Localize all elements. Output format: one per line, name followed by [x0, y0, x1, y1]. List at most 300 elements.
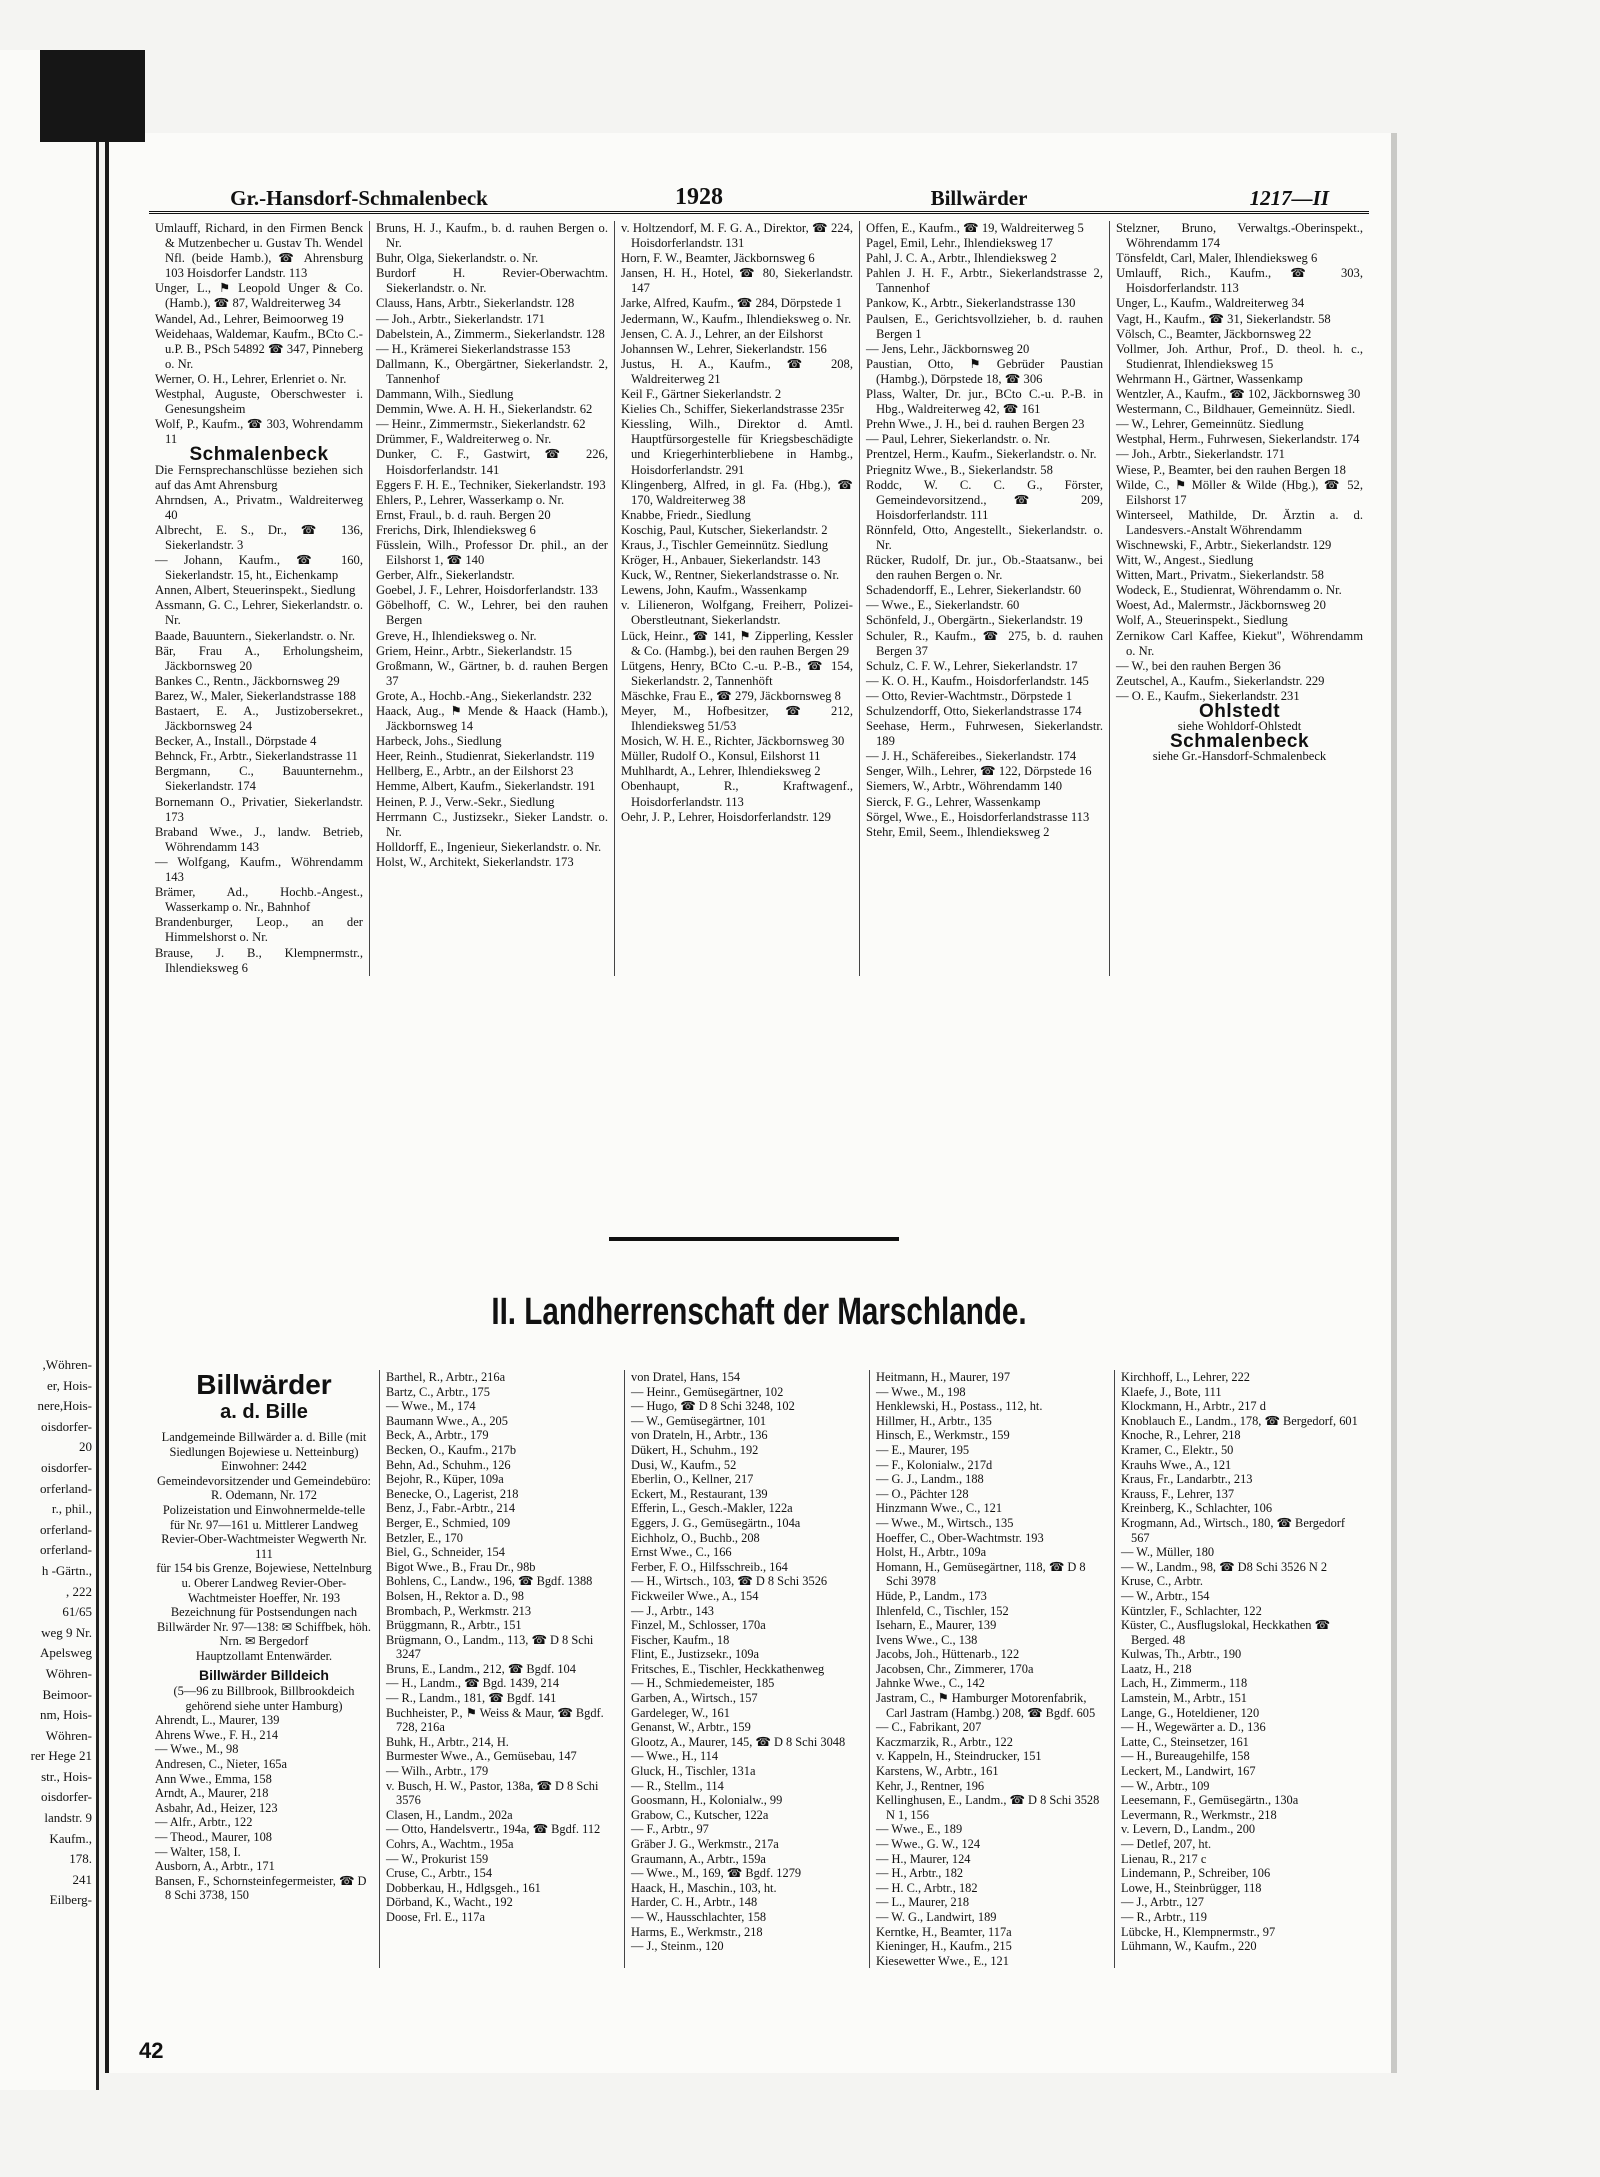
directory-entry: Kirchhoff, L., Lehrer, 222 — [1121, 1370, 1250, 1384]
margin-fragment: er, Hois- — [47, 1377, 92, 1393]
directory-entry: Dunker, C. F., Gastwirt, ☎ 226, Hoisdorferlandstr. 141 — [376, 447, 608, 477]
directory-entry: Schadendorff, E., Lehrer, Siekerlandstr. 60 — [866, 583, 1082, 598]
directory-entry: Brombach, P., Werkmstr. 213 — [386, 1603, 532, 1618]
directory-entry: Ahrendt, L., Maurer, 139 — [155, 1713, 280, 1728]
directory-entry: v. Levern, D., Landm., 200 — [1121, 1822, 1256, 1837]
directory-entry: Wiese, P., Beamter, bei den rauhen Bergen 18 — [1116, 462, 1346, 477]
directory-entry: Wolf, P., Kaufm., ☎ 303, Wohrendamm 11 — [155, 417, 363, 447]
directory-entry: Müller, Rudolf O., Konsul, Eilshorst 11 — [621, 749, 821, 764]
directory-entry: — Wwe., E., 189 — [876, 1822, 963, 1837]
directory-entry: Brandenburger, Leop., an der Himmelshorst o. Nr. — [155, 915, 363, 945]
directory-entry: Küster, C., Ausflugslokal, Heckkathen ☎ Berged. 48 — [1121, 1618, 1331, 1647]
schmalenbeck-ref-title: Schmalenbeck — [1169, 731, 1310, 753]
directory-entry: v. Lilieneron, Wolfgang, Freiherr, Polizei-Oberstleutnant, Siekerlandstr. — [621, 598, 853, 628]
billdeich-note: (5—96 zu Billbrook, Billbrookdeich gehörend siehe unter Hamburg) — [173, 1684, 355, 1713]
directory-entry: Wolf, A., Steuerinspekt., Siedlung — [1116, 613, 1288, 628]
directory-entry: Kröger, H., Anbauer, Siekerlandstr. 143 — [621, 553, 821, 568]
directory-entry: Seehase, Herm., Fuhrwesen, Siekerlandstr. 189 — [866, 719, 1103, 749]
directory-entry: Wodeck, E., Studienrat, Wöhrendamm o. Nr. — [1116, 583, 1342, 598]
directory-entry: Cruse, C., Arbtr., 154 — [386, 1866, 493, 1881]
directory-entry: Winterseel, Mathilde, Dr. Ärztin a. d. Landesvers.-Anstalt Wöhrendamm — [1116, 507, 1363, 537]
directory-entry: Knoche, R., Lehrer, 218 — [1121, 1428, 1241, 1443]
directory-entry: Brause, J. B., Klempnermstr., Ihlendieksweg 6 — [155, 945, 363, 975]
directory-entry: Heer, Reinh., Studienrat, Siekerlandstr. 119 — [376, 749, 595, 764]
margin-fragment: rer Hege 21 — [30, 1748, 92, 1764]
directory-entry: Harbeck, Johs., Siedlung — [376, 734, 502, 749]
directory-entry: Barthel, R., Arbtr., 216a — [386, 1370, 506, 1384]
margin-fragment: , 222 — [66, 1583, 92, 1599]
margin-fragment: Kaufm., — [49, 1830, 92, 1846]
intro-line: Revier-Ober-Wachtmeister Wegwerth Nr. 111 — [161, 1532, 367, 1561]
directory-entry: Ihlenfeld, C., Tischler, 152 — [876, 1603, 1009, 1618]
directory-entry: Ausborn, A., Arbtr., 171 — [155, 1859, 275, 1874]
margin-fragment: oisdorfer- — [41, 1418, 92, 1434]
directory-entry: — Joh., Arbtr., Siekerlandstr. 171 — [1116, 447, 1285, 462]
header-year: 1928 — [675, 184, 723, 210]
directory-entry: — R., Landm., 181, ☎ Bgdf. 141 — [386, 1691, 557, 1706]
directory-entry: Meyer, M., Hofbesitzer, ☎ 212, Ihlendieksweg 51/53 — [621, 704, 853, 734]
directory-entry: — Wwe., M., 98 — [155, 1742, 239, 1757]
directory-entry: Brämer, Ad., Hochb.-Angest., Wasserkamp o. Nr., Bahnhof — [155, 885, 363, 915]
directory-entry: — E., Maurer, 195 — [876, 1442, 970, 1457]
directory-entry: Kramer, C., Elektr., 50 — [1121, 1442, 1234, 1457]
directory-entry: Siemers, W., Arbtr., Wöhrendamm 140 — [866, 779, 1063, 794]
directory-entry: — W., Hausschlachter, 158 — [631, 1909, 767, 1924]
intro-line: Hauptzollamt Entenwärder. — [195, 1648, 333, 1663]
directory-entry: Ann Wwe., Emma, 158 — [155, 1771, 272, 1786]
directory-entry: Lach, H., Zimmerm., 118 — [1121, 1676, 1248, 1691]
directory-entry: Westermann, C., Bildhauer, Gemeinnütz. Siedl. — [1116, 402, 1356, 417]
directory-entry: Priegnitz Wwe., B., Siekerlandstr. 58 — [866, 462, 1053, 477]
margin-fragment: Apelsweg — [40, 1645, 92, 1661]
margin-fragment: 241 — [72, 1871, 92, 1887]
directory-entry: Goosmann, H., Kolonialw., 99 — [631, 1793, 783, 1808]
directory-entry: Eggers, J. G., Gemüsegärtn., 104a — [631, 1515, 801, 1530]
margin-fragment: Wöhren- — [45, 1665, 92, 1681]
directory-entry: Holldorff, E., Ingenieur, Siekerlandstr. o. Nr. — [376, 839, 602, 854]
intro-line: R. Odemann, Nr. 172 — [211, 1488, 317, 1503]
directory-entry: Füsslein, Wilh., Professor Dr. phil., an der Eilshorst 1, ☎ 140 — [376, 537, 608, 568]
directory-entry: Harder, C. H., Arbtr., 148 — [631, 1895, 758, 1910]
schmalenbeck-ref-note: siehe Gr.-Hansdorf-Schmalenbeck — [1152, 749, 1327, 764]
directory-entry: Kellinghusen, E., Landm., ☎ D 8 Schi 3528 N 1, 156 — [876, 1793, 1100, 1822]
directory-entry: — F., Arbtr., 97 — [631, 1822, 709, 1837]
intro-line: Bezeichnung für Postsendungen nach Billwärder Nr. 97—138: ✉ Schiffbek, höh. Nrn. ✉ Bergedorf — [157, 1605, 371, 1649]
directory-entry: Levermann, R., Werkmstr., 218 — [1121, 1807, 1277, 1822]
section-divider — [609, 1237, 899, 1241]
directory-entry: — W., Lehrer, Gemeinnütz. Siedlung — [1116, 417, 1304, 432]
directory-entry: Unger, L., Kaufm., Waldreiterweg 34 — [1116, 296, 1305, 311]
top-col-3 — [614, 221, 859, 976]
directory-entry: Leckert, M., Landwirt, 167 — [1121, 1764, 1256, 1779]
page-footer-number: 42 — [139, 2038, 164, 2063]
directory-entry: Küntzler, F., Schlachter, 122 — [1121, 1603, 1262, 1618]
directory-entry: Koschig, Paul, Kutscher, Siekerlandstr. 2 — [621, 522, 828, 537]
directory-entry: Eichholz, O., Buchb., 208 — [631, 1530, 760, 1545]
directory-entry: Herrmann C., Justizsekr., Sieker Landstr. o. Nr. — [376, 809, 608, 839]
directory-entry: Albrecht, E. S., Dr., ☎ 136, Siekerlandstr. 3 — [155, 522, 363, 552]
directory-entry: Eberlin, O., Kellner, 217 — [631, 1472, 754, 1487]
directory-entry: Paulsen, E., Gerichtsvollzieher, b. d. rauhen Bergen 1 — [866, 311, 1103, 341]
directory-entry: Glootz, A., Maurer, 145, ☎ D 8 Schi 3048 — [631, 1734, 846, 1749]
directory-entry: Dammann, Wilh., Siedlung — [376, 387, 514, 402]
directory-entry: Westphal, Herm., Fuhrwesen, Siekerlandstr. 174 — [1116, 432, 1360, 447]
directory-entry: — R., Arbtr., 119 — [1121, 1909, 1207, 1924]
directory-entry: Krauss, F., Lehrer, 137 — [1121, 1486, 1235, 1501]
directory-entry: Kruse, C., Arbtr. — [1121, 1574, 1203, 1589]
billwaerder-entries — [155, 1713, 373, 1903]
directory-entry: — Heinr., Zimmermstr., Siekerlandstr. 62 — [376, 417, 586, 432]
directory-entry: — Wilh., Arbtr., 179 — [386, 1764, 489, 1779]
directory-entry: Pahlen J. H. F., Arbtr., Siekerlandstrasse 2, Tannenhof — [866, 266, 1103, 296]
directory-entry: Lamstein, M., Arbtr., 151 — [1121, 1691, 1247, 1706]
directory-entry: Roddc, W. C. C. G., Förster, Gemeindevorsitzend., ☎ 209, Hoisdorferlandstr. 111 — [866, 477, 1103, 522]
directory-entry: — J., Steinm., 120 — [631, 1939, 724, 1954]
directory-entry: Brügmann, O., Landm., 113, ☎ D 8 Schi 3247 — [386, 1632, 594, 1662]
directory-entry: Eckert, M., Restaurant, 139 — [631, 1486, 768, 1501]
directory-entry: Jensen, C. A. J., Lehrer, an der Eilshorst — [621, 326, 824, 341]
directory-entry: Harms, E., Werkmstr., 218 — [631, 1924, 763, 1939]
directory-entry: Völsch, C., Beamter, Jäckbornsweg 22 — [1116, 326, 1312, 341]
directory-entry: — W., Müller, 180 — [1121, 1545, 1215, 1560]
top-col-2 — [369, 221, 614, 976]
directory-entry: Keil F., Gärtner Siekerlandstr. 2 — [621, 387, 782, 402]
directory-entry: Berger, E., Schmied, 109 — [386, 1515, 511, 1530]
directory-entry: Jahnke Wwe., C., 142 — [876, 1676, 985, 1691]
bottom-col-4 — [869, 1370, 1114, 1968]
directory-entry: Dobberkau, H., Hdlgsgeh., 161 — [386, 1880, 541, 1895]
billwaerder-title: Billwärder — [196, 1369, 332, 1400]
directory-entry: Bornemann O., Privatier, Siekerlandstr. 173 — [155, 794, 363, 824]
directory-entry: Baumann Wwe., A., 205 — [386, 1413, 508, 1428]
intro-line: Polizeistation und Einwohnermelde-telle für Nr. 97—161 u. Mittlerer Landweg — [162, 1502, 366, 1532]
page-header — [149, 181, 1369, 214]
directory-entry: Bejohr, R., Küper, 109a — [386, 1472, 504, 1487]
ohlstedt-title: Ohlstedt — [1198, 701, 1281, 722]
directory-entry: Tönsfeldt, Carl, Maler, Ihlendieksweg 6 — [1116, 251, 1318, 266]
directory-entry: Drümmer, F., Waldreiterweg o. Nr. — [376, 432, 552, 447]
directory-entry: Becker, A., Install., Dörpstade 4 — [155, 734, 317, 749]
directory-entry: von Dratel, Hans, 154 — [631, 1370, 741, 1384]
directory-entry: Heitmann, H., Maurer, 197 — [876, 1370, 1011, 1384]
directory-entry: — H., Wegewärter a. D., 136 — [1121, 1720, 1266, 1735]
directory-entry: Kreinberg, K., Schlachter, 106 — [1121, 1501, 1273, 1516]
directory-entry: Demmin, Wwe. A. H. H., Siekerlandstr. 62 — [376, 402, 593, 417]
directory-entry: Lindemann, P., Schreiber, 106 — [1121, 1866, 1271, 1881]
directory-entry: Kulwas, Th., Arbtr., 190 — [1121, 1647, 1242, 1662]
directory-entry: Bruns, E., Landm., 212, ☎ Bgdf. 104 — [386, 1661, 576, 1676]
schmalenbeck-entries — [155, 493, 363, 976]
directory-entry: Witten, Mart., Privatm., Siekerlandstr. 58 — [1116, 568, 1324, 583]
margin-fragment: nere,Hois- — [37, 1398, 92, 1414]
directory-entry: Mosich, W. H. E., Richter, Jäckbornsweg 30 — [621, 734, 845, 749]
directory-entry: Zernikow Carl Kaffee, Kiekut", Wöhrendamm o. Nr. — [1116, 628, 1363, 658]
schmalenbeck-title: Schmalenbeck — [189, 444, 329, 466]
directory-entry: Efferin, L., Gesch.-Makler, 122a — [631, 1501, 793, 1516]
directory-entry: — Alfr., Arbtr., 122 — [155, 1815, 253, 1830]
directory-entry: — F., Kolonialw., 217d — [876, 1457, 993, 1472]
directory-entry: — H., Landm., ☎ Bgd. 1439, 214 — [386, 1676, 560, 1691]
directory-entry: Hinsch, E., Werkmstr., 159 — [876, 1428, 1010, 1443]
directory-entry: Grote, A., Hochb.-Ang., Siekerlandstr. 232 — [376, 688, 592, 703]
directory-entry: Betzler, E., 170 — [386, 1530, 463, 1545]
directory-entry: Dabelstein, A., Zimmerm., Siekerlandstr. 128 — [376, 326, 605, 341]
margin-fragment: orferland- — [40, 1542, 92, 1558]
bottom-col-2 — [379, 1370, 624, 1968]
directory-entry: Benz, J., Fabr.-Arbtr., 214 — [386, 1501, 516, 1516]
directory-entry: — K. O. H., Kaufm., Hoisdorferlandstr. 145 — [866, 673, 1089, 688]
directory-entry: Gluck, H., Tischler, 131a — [631, 1764, 756, 1779]
directory-entry: Jastram, C., ⚑ Hamburger Motorenfabrik, Carl Jastram (Hambg.) 208, ☎ Bgdf. 605 — [876, 1691, 1096, 1720]
directory-entry: v. Kappeln, H., Steindrucker, 151 — [876, 1749, 1042, 1764]
directory-entry: Lütgens, Henry, BCto C.-u. P.-B., ☎ 154, Siekerlandstr. 2, Tannenhöft — [621, 658, 853, 688]
directory-entry: Gräber J. G., Werkmstr., 217a — [631, 1837, 779, 1851]
directory-entry: Baade, Bauuntern., Siekerlandstr. o. Nr. — [155, 628, 356, 643]
directory-entry: Hinzmann Wwe., C., 121 — [876, 1501, 1003, 1516]
directory-entry: Bolsen, H., Rektor a. D., 98 — [386, 1588, 525, 1603]
directory-entry: — Theod., Maurer, 108 — [155, 1830, 272, 1845]
top-col-1 — [149, 221, 369, 976]
directory-entry: Ahrndsen, A., Privatm., Waldreiterweg 40 — [155, 492, 363, 522]
directory-entry: Fickweiler Wwe., A., 154 — [631, 1588, 759, 1603]
directory-entry: — Wwe., M., Wirtsch., 135 — [876, 1515, 1014, 1530]
directory-entry: Dükert, H., Schuhm., 192 — [631, 1442, 759, 1457]
section-title: II. Landherrenschaft der Marschlande. — [491, 1291, 1027, 1333]
adjacent-page-fragments — [0, 1355, 96, 1911]
directory-entry: Fritsches, E., Tischler, Heckkathenweg — [631, 1661, 825, 1676]
directory-entry: Oehr, J. P., Lehrer, Hoisdorferlandstr. 129 — [621, 809, 831, 824]
directory-entry: Klockmann, H., Arbtr., 217 d — [1121, 1399, 1266, 1414]
directory-entry: Paustian, Otto, ⚑ Gebrüder Paustian (Hambg.), Dörpstede 18, ☎ 306 — [866, 356, 1103, 386]
directory-entry: v. Busch, H. W., Pastor, 138a, ☎ D 8 Schi 3576 — [386, 1778, 599, 1808]
directory-entry: Vagt, H., Kaufm., ☎ 31, Siekerlandstr. 58 — [1116, 311, 1331, 326]
directory-entry: Prehn Wwe., J. H., bei d. rauhen Bergen 23 — [866, 417, 1085, 432]
directory-entry: Flint, E., Justizsekr., 109a — [631, 1647, 760, 1662]
directory-entry: — Johann, Kaufm., ☎ 160, Siekerlandstr. 15, ht., Eichenkamp — [155, 553, 363, 583]
directory-entry: Lange, G., Hoteldiener, 120 — [1121, 1705, 1260, 1720]
directory-entry: — Wwe., M., 169, ☎ Bgdf. 1279 — [631, 1866, 802, 1881]
directory-entry: Jacobs, Joh., Hüttenarb., 122 — [876, 1647, 1020, 1662]
directory-entry: Ehlers, P., Lehrer, Wasserkamp o. Nr. — [376, 492, 565, 507]
directory-entry: — J. H., Schäfereibes., Siekerlandstr. 174 — [866, 749, 1077, 764]
directory-entry: Wandel, Ad., Lehrer, Beimoorweg 19 — [155, 311, 344, 326]
directory-entry: Jedermann, W., Kaufm., Ihlendieksweg o. Nr. — [621, 311, 852, 326]
directory-entry: Ivens Wwe., C., 138 — [876, 1632, 978, 1647]
schmalenbeck-note: Die Fernsprechanschlüsse beziehen sich auf das Amt Ahrensburg — [155, 462, 363, 492]
directory-entry: v. Holtzendorf, M. F. G. A., Direktor, ☎ 224, Hoisdorferlandstr. 131 — [621, 221, 853, 251]
directory-entry: Stelzner, Bruno, Verwaltgs.-Oberinspekt., Wöhrendamm 174 — [1116, 221, 1363, 251]
directory-entry: Senger, Wilh., Lehrer, ☎ 122, Dörpstede 16 — [866, 764, 1092, 779]
directory-entry: Jansen, H. H., Hotel, ☎ 80, Siekerlandstr. 147 — [621, 266, 853, 296]
directory-entry: Wilde, C., ⚑ Möller & Wilde (Hbg.), ☎ 52, Eilshorst 17 — [1116, 477, 1363, 507]
directory-entry: Kraus, Fr., Landarbtr., 213 — [1121, 1472, 1253, 1487]
directory-entry: Greve, H., Ihlendieksweg o. Nr. — [376, 628, 537, 643]
directory-entry: Bohlens, C., Landw., 196, ☎ Bgdf. 1388 — [386, 1574, 593, 1589]
directory-entry: Holst, H., Arbtr., 109a — [876, 1545, 987, 1560]
directory-entry: Knabbe, Friedr., Siedlung — [621, 507, 751, 522]
directory-entry: Dusi, W., Kaufm., 52 — [631, 1457, 737, 1472]
directory-entry: — Wolfgang, Kaufm., Wöhrendamm 143 — [155, 854, 363, 885]
margin-fragment: h -Gärtn., — [41, 1562, 92, 1578]
directory-entry: — Wwe., G. W., 124 — [876, 1837, 981, 1851]
directory-entry: Garben, A., Wirtsch., 157 — [631, 1691, 758, 1706]
directory-page — [105, 133, 1397, 2073]
directory-entry: — O., Pächter 128 — [876, 1486, 969, 1501]
margin-fragment: nm, Hois- — [40, 1707, 92, 1723]
bottom-col-5 — [1114, 1370, 1369, 1968]
billwaerder-subtitle: a. d. Bille — [220, 1401, 308, 1423]
directory-entry: Grabow, C., Kutscher, 122a — [631, 1807, 769, 1822]
directory-entry: — H., Arbtr., 182 — [876, 1866, 964, 1881]
directory-entry: Henklewski, H., Postass., 112, ht. — [876, 1399, 1043, 1414]
directory-entry: Zeutschel, A., Kaufm., Siekerlandstr. 229 — [1116, 673, 1325, 688]
directory-entry: Kraus, J., Tischler Gemeinnütz. Siedlung — [621, 537, 829, 552]
directory-entry: Cohrs, A., Wachtm., 195a — [386, 1837, 514, 1851]
top-col-5 — [1109, 221, 1369, 976]
directory-entry: Pahl, J. C. A., Arbtr., Ihlendieksweg 2 — [866, 251, 1057, 266]
directory-entry: Biel, G., Schneider, 154 — [386, 1545, 505, 1560]
top-col-1-entries — [155, 221, 363, 447]
margin-fragment: orferland- — [40, 1480, 92, 1496]
billdeich-title: Billwärder Billdeich — [199, 1666, 329, 1683]
directory-entry: Schuler, R., Kaufm., ☎ 275, b. d. rauhen Bergen 37 — [866, 628, 1103, 658]
directory-entry: Göbelhoff, C. W., Lehrer, bei den rauhen Bergen — [376, 598, 608, 628]
directory-entry: Behn, Ad., Schuhm., 126 — [386, 1457, 511, 1472]
directory-entry: Clasen, H., Landm., 202a — [386, 1807, 513, 1822]
directory-entry: Buchheister, P., ⚑ Weiss & Maur, ☎ Bgdf. 728, 216a — [386, 1705, 604, 1735]
directory-entry: — Wwe., E., Siekerlandstr. 60 — [866, 598, 1020, 613]
intro-line: Gemeindevorsitzender und Gemeindebüro: — [156, 1473, 371, 1488]
directory-entry: Umlauff, Rich., Kaufm., ☎ 303, Hoisdorferlandstr. 113 — [1116, 266, 1363, 296]
directory-entry: — W. G., Landwirt, 189 — [876, 1909, 997, 1924]
directory-entry: Bruns, H. J., Kaufm., b. d. rauhen Bergen o. Nr. — [376, 221, 608, 251]
directory-entry: Kehr, J., Rentner, 196 — [876, 1778, 985, 1793]
directory-entry: Obenhaupt, R., Kraftwagenf., Hoisdorferlandstr. 113 — [621, 779, 853, 809]
directory-entry: Andresen, C., Nieter, 165a — [155, 1757, 287, 1772]
directory-entry: Westphal, Auguste, Oberschwester i. Genesungsheim — [155, 387, 363, 417]
directory-entry: Weidehaas, Waldemar, Kaufm., BCto C.-u.P. B., PSch 54892 ☎ 347, Pinneberg o. Nr. — [155, 326, 363, 371]
bottom-columns — [149, 1370, 1369, 1968]
directory-entry: Unger, L., ⚑ Leopold Unger & Co. (Hamb.), ☎ 87, Waldreiterweg 34 — [155, 281, 363, 311]
intro-line: Landgemeinde Billwärder a. d. Bille (mit Siedlungen Bojewiese u. Netteinburg) — [161, 1430, 367, 1459]
directory-entry: — Walter, 158, I. — [155, 1844, 241, 1859]
directory-entry: Offen, E., Kaufm., ☎ 19, Waldreiterweg 5 — [866, 221, 1084, 235]
directory-entry: Hüde, P., Landm., 173 — [876, 1588, 987, 1603]
directory-entry: Werner, O. H., Lehrer, Erlenriet o. Nr. — [155, 371, 347, 386]
directory-entry: Genanst, W., Arbtr., 159 — [631, 1720, 751, 1735]
directory-entry: — L., Maurer, 218 — [876, 1895, 970, 1910]
directory-entry: — H., Bureaugehilfe, 158 — [1121, 1749, 1250, 1764]
directory-entry: Latte, C., Steinsetzer, 161 — [1121, 1734, 1249, 1749]
directory-entry: Hemme, Albert, Kaufm., Siekerlandstr. 191 — [376, 779, 596, 794]
directory-entry: von Drateln, H., Arbtr., 136 — [631, 1428, 768, 1443]
margin-fragment: landstr. 9 — [44, 1810, 92, 1826]
directory-entry: Justus, H. A., Kaufm., ☎ 208, Waldreiterweg 21 — [621, 356, 853, 386]
directory-entry: Großmann, W., Gärtner, b. d. rauhen Bergen 37 — [376, 658, 608, 688]
directory-entry: — W., bei den rauhen Bergen 36 — [1116, 658, 1281, 673]
directory-entry: — O. E., Kaufm., Siekerlandstr. 231 — [1116, 688, 1300, 703]
header-left: Gr.-Hansdorf-Schmalenbeck — [230, 186, 488, 210]
directory-entry: Laatz, H., 218 — [1121, 1661, 1192, 1676]
directory-entry: Asbahr, Ad., Heizer, 123 — [155, 1800, 278, 1815]
directory-entry: Arndt, A., Maurer, 218 — [155, 1786, 269, 1801]
directory-entry: Rücker, Rudolf, Dr. jur., Ob.-Staatsanw., bei den rauhen Bergen o. Nr. — [866, 553, 1103, 583]
directory-entry: Pankow, K., Arbtr., Siekerlandstrasse 130 — [866, 296, 1076, 311]
directory-entry: Muhlhardt, A., Lehrer, Ihlendieksweg 2 — [621, 764, 821, 779]
directory-entry: Knoblauch E., Landm., 178, ☎ Bergedorf, 601 — [1121, 1413, 1358, 1428]
directory-entry: Jacobsen, Chr., Zimmerer, 170a — [876, 1661, 1034, 1676]
directory-entry: Burdorf H. Revier-Oberwachtm. Siekerlandstr. o. Nr. — [376, 266, 608, 296]
margin-fragment: oisdorfer- — [41, 1789, 92, 1805]
directory-entry: Schulz, C. F. W., Lehrer, Siekerlandstr. 17 — [866, 658, 1078, 673]
directory-entry: — H., Wirtsch., 103, ☎ D 8 Schi 3526 — [631, 1574, 828, 1589]
directory-entry: Bankes C., Rentn., Jäckbornsweg 29 — [155, 673, 340, 688]
margin-fragment: ,Wöhren- — [42, 1357, 92, 1372]
directory-entry: — Jens, Lehr., Jäckbornsweg 20 — [866, 341, 1030, 356]
directory-entry: Woest, Ad., Malermstr., Jäckbornsweg 20 — [1116, 598, 1326, 613]
directory-entry: Griem, Heinr., Arbtr., Siekerlandstr. 15 — [376, 643, 572, 658]
directory-entry: Witt, W., Angest., Siedlung — [1116, 553, 1254, 568]
header-right: Billwärder — [930, 186, 1028, 210]
margin-fragment: weg 9 Nr. — [41, 1624, 92, 1640]
directory-entry: Ernst Wwe., C., 166 — [631, 1545, 732, 1560]
directory-entry: Becken, O., Kaufm., 217b — [386, 1442, 517, 1457]
directory-entry: Horn, F. W., Beamter, Jäckbornsweg 6 — [621, 251, 815, 266]
directory-entry: — W., Landm., 98, ☎ D8 Schi 3526 N 2 — [1121, 1559, 1328, 1574]
directory-entry: Burmester Wwe., A., Gemüsebau, 147 — [386, 1749, 577, 1764]
directory-entry: — Otto, Handelsvertr., 194a, ☎ Bgdf. 112 — [386, 1822, 601, 1837]
directory-entry: — H., Krämerei Siekerlandstrasse 153 — [376, 341, 571, 356]
directory-entry: Pagel, Emil, Lehr., Ihlendieksweg 17 — [866, 236, 1053, 251]
directory-entry: Brüggmann, R., Arbtr., 151 — [386, 1618, 522, 1633]
directory-entry: Clauss, Hans, Arbtr., Siekerlandstr. 128 — [376, 296, 575, 311]
directory-entry: Lück, Heinr., ☎ 141, ⚑ Zipperling, Kessler & Co. (Hambg.), bei den rauhen Bergen 29 — [621, 628, 853, 658]
billwaerder-column — [149, 1370, 379, 1968]
directory-entry: Lübcke, H., Klempnermstr., 97 — [1121, 1924, 1276, 1939]
directory-entry: Behnck, Fr., Arbtr., Siekerlandstrasse 11 — [155, 749, 358, 764]
directory-entry: Schulzendorff, Otto, Siekerlandstrasse 174 — [866, 704, 1082, 718]
margin-fragment: orferland- — [40, 1521, 92, 1537]
directory-entry: — J., Arbtr., 143 — [631, 1603, 714, 1618]
directory-entry: Hoeffer, C., Ober-Wachtmstr. 193 — [876, 1530, 1044, 1545]
directory-entry: — Otto, Revier-Wachtmstr., Dörpstede 1 — [866, 688, 1073, 703]
directory-entry: Leesemann, F., Gemüsegärtn., 130a — [1121, 1793, 1299, 1808]
directory-entry: Beck, A., Arbtr., 179 — [386, 1428, 489, 1443]
directory-entry: Sörgel, Wwe., E., Hoisdorferlandstrasse 113 — [866, 809, 1090, 824]
bottom-col-3 — [624, 1370, 869, 1968]
header-page-number: 1217—II — [1249, 186, 1329, 210]
directory-entry: Benecke, O., Lagerist, 218 — [386, 1486, 519, 1501]
directory-entry: Wischnewski, F., Arbtr., Siekerlandstr. 129 — [1116, 537, 1332, 552]
directory-entry: — Detlef, 207, ht. — [1121, 1837, 1212, 1851]
directory-entry: Kielies Ch., Schiffer, Siekerlandstrasse 235r — [621, 402, 844, 417]
directory-entry: Goebel, J. F., Lehrer, Hoisdorferlandstr. 133 — [376, 583, 598, 598]
directory-entry: Finzel, M., Schlosser, 170a — [631, 1618, 766, 1633]
margin-fragment: 20 — [79, 1439, 92, 1455]
directory-entry: — H. C., Arbtr., 182 — [876, 1880, 978, 1895]
directory-entry: Graumann, A., Arbtr., 159a — [631, 1851, 766, 1866]
directory-entry: — C., Fabrikant, 207 — [876, 1720, 982, 1735]
directory-entry: — Heinr., Gemüsegärtner, 102 — [631, 1384, 784, 1399]
directory-entry: Umlauff, Richard, in den Firmen Benck & Mutzenbecher u. Gustav Th. Wendel Nfl. (beide Hamb.), ☎ Ahrensburg 103 Hoisdorfer Landstr. 113 — [155, 221, 363, 281]
margin-fragment: Beimoor- — [42, 1686, 92, 1702]
directory-entry: Buhr, Olga, Siekerlandstr. o. Nr. — [376, 251, 539, 266]
directory-entry: Ferber, F. O., Hilfsschreib., 164 — [631, 1559, 788, 1574]
directory-entry: Plass, Walter, Dr. jur., BCto C.-u. P.-B. in Hbg., Waldreiterweg 42, ☎ 161 — [866, 387, 1103, 417]
margin-fragment: 178. — [69, 1851, 92, 1867]
directory-entry: Lowe, H., Steinbrügger, 118 — [1121, 1880, 1262, 1895]
adjacent-page-strip — [0, 50, 99, 2090]
